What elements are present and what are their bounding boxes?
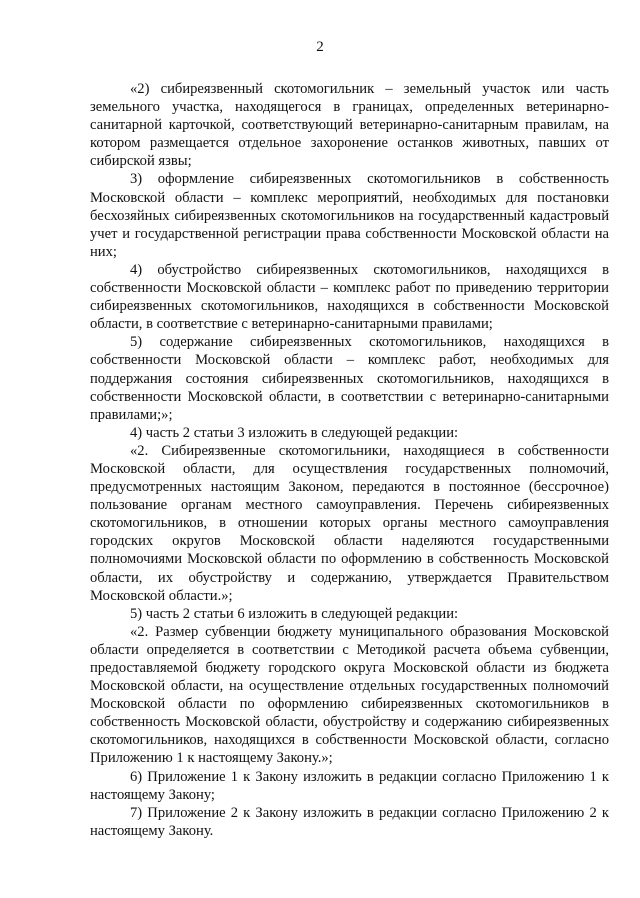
paragraph-amendment-appendix-2: 7) Приложение 2 к Закону изложить в редакции согласно Приложению 2 к настоящему Закону. xyxy=(90,804,609,839)
paragraph-definition-anthrax-burial-site: «2) сибиреязвенный скотомогильник – земельный участок или часть земельного участка, находящегося в границах, определенных ветеринарно-санитарной карточкой, соответствующий ветеринарно-санитарным правилам, на котором размещается отдельное захоронение останков животных, павших от сибирской язвы; xyxy=(90,81,609,170)
page-number: 2 xyxy=(316,39,324,55)
paragraph-article-3-part-2-text: «2. Сибиреязвенные скотомогильники, находящиеся в собственности Московской области, для осуществления государственных полномочий, предусмотренных настоящим Законом, передаются в постоянное (бессрочное) пользование органам местного самоуправления. Перечень сибиреязвенных скотомогильников, в отношении которых органы местного самоуправления городских округов Московской области наделяются государственными полномочиями Московской области по оформлению в собственность Московской области, их обустройству и содержанию, утверждается Правительством Московской области.»; xyxy=(90,442,609,604)
paragraph-amendment-article-6: 5) часть 2 статьи 6 изложить в следующей редакции: xyxy=(130,605,459,622)
document-body xyxy=(90,80,609,840)
paragraph-amendment-appendix-1: 6) Приложение 1 к Закону изложить в редакции согласно Приложению 1 к настоящему Закону; xyxy=(90,768,609,803)
paragraph-article-6-part-2-text: «2. Размер субвенции бюджету муниципального образования Московской области определяется в соответствии с Методикой расчета объема субвенции, предоставляемой бюджету городского округа Московской области из бюджета Московской области, на осуществление отдельных государственных полномочий Московской области по оформлению сибиреязвенных скотомогильников в собственность Московской области, обустройству и содержанию сибиреязвенных скотомогильников, находящихся в собственности Московской области, согласно Приложению 1 к настоящему Закону.»; xyxy=(90,623,609,767)
paragraph-definition-maintenance: 5) содержание сибиреязвенных скотомогильников, находящихся в собственности Московской области – комплекс работ, необходимых для поддержания состояния сибиреязвенных скотомогильников, находящихся в собственности Московской области, в соответствии с ветеринарно-санитарными правилами;»; xyxy=(90,334,609,423)
paragraph-definition-arrangement: 4) обустройство сибиреязвенных скотомогильников, находящихся в собственности Московской области – комплекс работ по приведению территории сибиреязвенных скотомогильников, находящихся в собственности Московской области, в соответствие с ветеринарно-санитарными правилами; xyxy=(90,261,609,333)
paragraph-definition-registration: 3) оформление сибиреязвенных скотомогильников в собственность Московской области – комплекс мероприятий, необходимых для постановки бесхозяйных сибиреязвенных скотомогильников на государственный кадастровый учет и государственной регистрации права собственности Московской области на них; xyxy=(90,171,609,260)
paragraph-amendment-article-3: 4) часть 2 статьи 3 изложить в следующей редакции: xyxy=(130,424,459,441)
